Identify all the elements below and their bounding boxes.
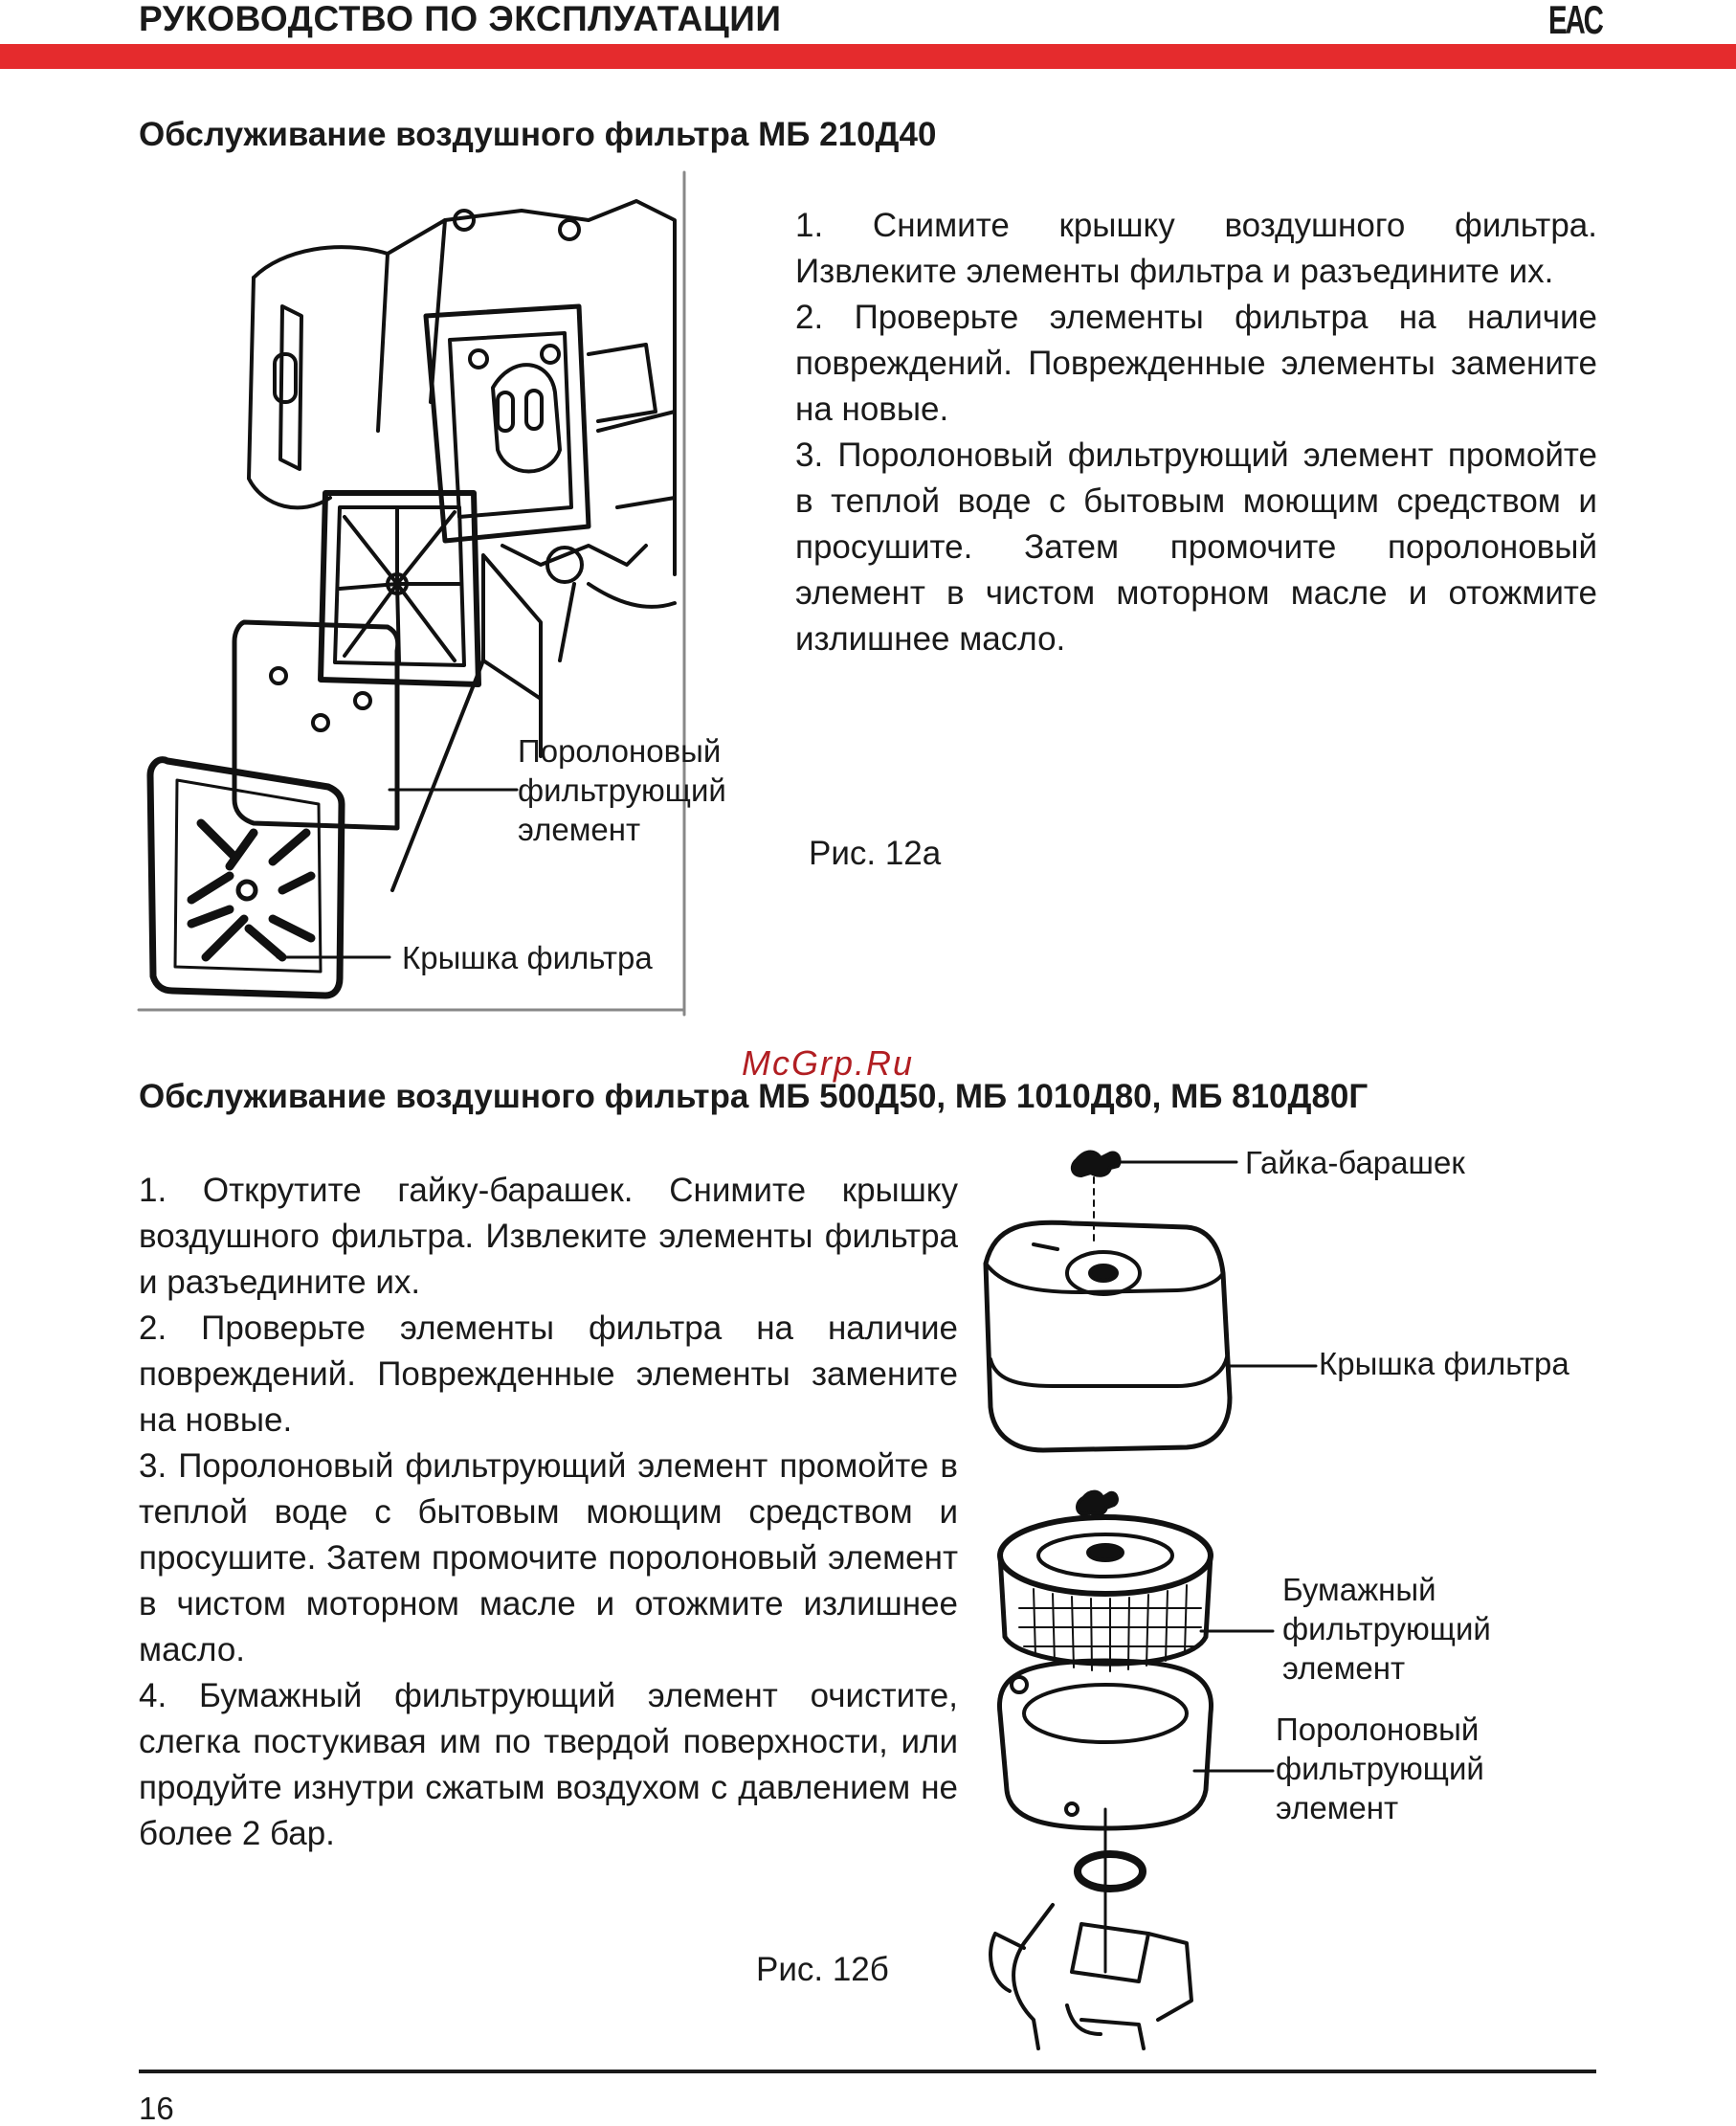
header-title: РУКОВОДСТВО ПО ЭКСПЛУАТАЦИИ: [139, 0, 782, 38]
fig12a-label-foam-2: фильтрующий: [518, 772, 726, 808]
section1-title: Обслуживание воздушного фильтра МБ 210Д40: [139, 116, 937, 153]
section2-step-4: 4. Бумажный фильтрующий элемент очистите, слегка постукивая им по твердой поверхности, или продуйте изнутри сжатым воздухом с давлением не более 2 бар.: [139, 1677, 958, 1852]
fig12b-label-paper-2: фильтрующий: [1282, 1611, 1491, 1646]
section1-steps: [795, 203, 1597, 662]
eac-logo: EAC: [1548, 0, 1602, 42]
fig12b-label-cover: Крышка фильтра: [1319, 1346, 1569, 1381]
section2-title: Обслуживание воздушного фильтра МБ 500Д50, МБ 1010Д80, МБ 810Д80Г: [139, 1078, 1369, 1115]
figure-12b-caption: Рис. 12б: [756, 1951, 889, 1988]
fig12a-label-foam-3: элемент: [518, 812, 641, 847]
fig12b-label-paper-3: элемент: [1282, 1650, 1406, 1686]
section2-steps: [139, 1168, 958, 1857]
section1-step-1: 1. Снимите крышку воздушного фильтра. Извлеките элементы фильтра и разъедините их.: [795, 207, 1597, 290]
page-number: 16: [139, 2091, 174, 2126]
fig12a-label-cover: Крышка фильтра: [402, 940, 653, 975]
fig12b-label-foam-1: Поролоновый: [1276, 1712, 1480, 1747]
section2-step-1: 1. Открутите гайку-барашек. Снимите крышку воздушного фильтра. Извлеките элементы фильтра и разъедините их.: [139, 1172, 958, 1301]
fig12b-label-foam-2: фильтрующий: [1276, 1751, 1484, 1786]
section1-step-3: 3. Поролоновый фильтрующий элемент промойте в теплой воде с бытовым моющим средством и просушите. Затем промочите поролоновый элемент в чистом моторном масле и отожмите излишнее масло.: [795, 436, 1597, 658]
header-bar: [0, 44, 1736, 69]
footer-rule: [139, 2070, 1596, 2073]
figure-12a-illustration: [139, 163, 828, 1015]
figure-12a-caption: Рис. 12а: [809, 835, 942, 872]
fig12a-label-foam-1: Поролоновый: [518, 733, 722, 769]
fig12b-label-wingnut: Гайка-барашек: [1245, 1145, 1465, 1180]
section2-step-3: 3. Поролоновый фильтрующий элемент промойте в теплой воде с бытовым моющим средством и просушите. Затем промочите поролоновый элемент в чистом моторном масле и отожмите излишнее масло.: [139, 1447, 958, 1668]
fig12b-label-paper-1: Бумажный: [1282, 1572, 1436, 1607]
watermark: McGrp.Ru: [742, 1043, 915, 1083]
section1-step-2: 2. Проверьте элементы фильтра на наличие повреждений. Поврежденные элементы замените на новые.: [795, 299, 1597, 428]
fig12b-label-foam-3: элемент: [1276, 1790, 1399, 1825]
section2-step-2: 2. Проверьте элементы фильтра на наличие повреждений. Поврежденные элементы замените на новые.: [139, 1309, 958, 1439]
